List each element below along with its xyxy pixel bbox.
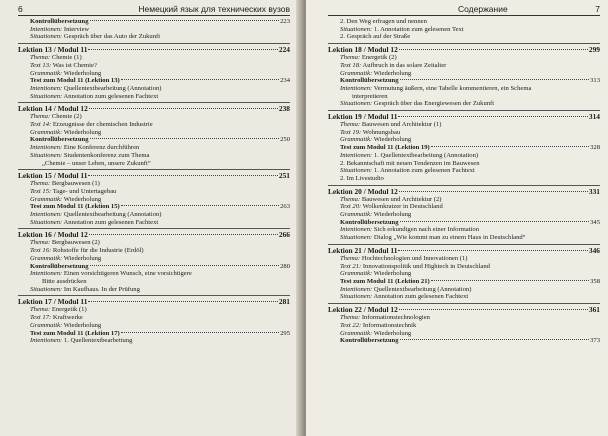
- right-header-title: Содержание: [458, 4, 508, 14]
- leader-dots: [88, 301, 278, 302]
- page-ref: 250: [280, 136, 290, 144]
- page-ref: 313: [590, 77, 600, 85]
- page-ref: 295: [280, 329, 290, 337]
- leader-dots: [89, 234, 278, 235]
- leader-dots: [399, 49, 588, 50]
- leader-dots: [398, 250, 588, 251]
- entry-label: Situationen:: [30, 285, 63, 293]
- entry-label: Thema:: [30, 306, 51, 314]
- toc-entry: [328, 255, 600, 263]
- entry-label: Thema:: [30, 180, 51, 188]
- toc-entry: [328, 234, 600, 242]
- entry-text: Gespräch über das Energiewesen der Zukunft: [373, 100, 495, 108]
- entry-text: Kraftwerke: [52, 314, 83, 322]
- entry-label: Text 13:: [30, 61, 52, 69]
- toc-entry: [18, 314, 290, 322]
- entry-label: Situationen:: [30, 151, 63, 159]
- entry-label: Intentionen:: [30, 337, 63, 345]
- toc-entry: [18, 255, 290, 263]
- entry-text: Wolkenkratzer in Deutschland: [362, 203, 443, 211]
- toc-entry: [18, 219, 290, 227]
- toc-entry: [18, 188, 290, 196]
- toc-entry: [328, 175, 600, 183]
- leader-dots: [90, 265, 280, 266]
- entry-text: Einen vorsichtigeren Wunsch, eine vorsichtigere: [63, 270, 192, 278]
- entry-label: Intentionen:: [30, 270, 63, 278]
- entry-text: Wiederholung: [63, 254, 102, 262]
- leader-dots: [400, 339, 590, 340]
- entry-text: Tage- und Untertagebau: [52, 187, 117, 195]
- leader-dots: [398, 116, 588, 117]
- entry-text: 1. Quellentextbearbeitung (Annotation): [373, 151, 479, 159]
- toc-lesson-heading: [328, 110, 600, 121]
- entry-label: Text 15:: [30, 187, 52, 195]
- left-toc-entries: [18, 18, 290, 345]
- entry-text: Test zum Modul 11 (Lektion 17): [30, 329, 120, 337]
- toc-entry-with-page: [18, 18, 290, 26]
- toc-entry: [18, 26, 290, 34]
- toc-entry: [328, 167, 600, 175]
- toc-entry: [328, 286, 600, 294]
- entry-text: Rohstoffe für die Industrie (Erdöl): [52, 247, 144, 255]
- entry-text: Test zum Modul 11 (Lektion 13): [30, 77, 120, 85]
- entry-label: Text 14:: [30, 121, 52, 129]
- toc-entry: [18, 121, 290, 129]
- leader-dots: [400, 221, 590, 222]
- toc-entry: [18, 62, 290, 70]
- entry-text: 1. Quellentextbearbeitung: [63, 337, 133, 345]
- toc-lesson-heading: [18, 102, 290, 113]
- toc-entry: [328, 196, 600, 204]
- toc-entry: [328, 121, 600, 129]
- entry-text: Hochtechnologien und Innovationen (1): [361, 254, 468, 262]
- toc-entry: [18, 286, 290, 294]
- leader-dots: [121, 79, 279, 80]
- entry-text: Test zum Modul 11 (Lektion 15): [30, 203, 120, 211]
- leader-dots: [400, 79, 590, 80]
- entry-text: Aufbruch in das solare Zeitalter: [362, 61, 447, 69]
- entry-text: Quellentextbearbeitung (Annotation): [373, 285, 472, 293]
- entry-label: Intentionen:: [30, 84, 63, 92]
- lesson-title: Lektion 15 / Modul 11: [18, 171, 88, 181]
- entry-text: Wiederholung: [63, 195, 102, 203]
- toc-entry: [328, 62, 600, 70]
- page-ref: 263: [280, 203, 290, 211]
- lesson-title: Lektion 20 / Modul 12: [328, 186, 398, 196]
- page-ref: 331: [588, 186, 600, 196]
- leader-dots: [121, 332, 279, 333]
- entry-text: Test zum Modul 11 (Lektion 21): [340, 277, 430, 285]
- right-page-number: 7: [595, 4, 600, 14]
- entry-label: Grammatik:: [30, 195, 63, 203]
- entry-text: Wiederholung: [63, 321, 102, 329]
- toc-lesson-heading: [18, 295, 290, 306]
- entry-text: Quellentextbearbeitung (Annotation): [63, 211, 162, 219]
- entry-text: Kontrollübersetzung: [30, 136, 89, 144]
- entry-text: interpretieren: [352, 92, 388, 100]
- toc-entry: [18, 33, 290, 41]
- toc-entry: [18, 322, 290, 330]
- entry-text: Sich erkundigen nach einer Information: [373, 226, 479, 234]
- toc-entry: [328, 100, 600, 108]
- toc-entry: [328, 226, 600, 234]
- toc-lesson-heading: [18, 228, 290, 239]
- toc-entry-with-page: [18, 136, 290, 144]
- toc-entry: [18, 54, 290, 62]
- toc-entry: [328, 314, 600, 322]
- entry-label: Grammatik:: [30, 69, 63, 77]
- page-ref: 280: [280, 262, 290, 270]
- toc-entry: [18, 85, 290, 93]
- toc-entry: [328, 270, 600, 278]
- page-ref: 346: [588, 245, 600, 255]
- page-ref: 328: [590, 144, 600, 152]
- entry-label: Situationen:: [340, 100, 373, 108]
- leader-dots: [89, 108, 278, 109]
- toc-entry: [328, 85, 600, 93]
- entry-text: 2. Im Livestudio: [340, 174, 384, 182]
- leader-dots: [431, 146, 589, 147]
- lesson-title: Lektion 17 / Modul 11: [18, 297, 88, 307]
- entry-text: Wiederholung: [373, 270, 412, 278]
- toc-entry: [18, 152, 290, 160]
- toc-entry: [18, 144, 290, 152]
- entry-label: Grammatik:: [340, 211, 373, 219]
- entry-label: Intentionen:: [340, 285, 373, 293]
- entry-label: Situationen:: [30, 218, 63, 226]
- toc-entry-with-page: [18, 263, 290, 271]
- entry-text: Wiederholung: [373, 211, 412, 219]
- entry-label: Thema:: [340, 314, 361, 322]
- toc-entry-with-page: [328, 278, 600, 286]
- toc-entry-with-page: [328, 219, 600, 227]
- entry-label: Situationen:: [340, 293, 373, 301]
- lesson-title: Lektion 16 / Modul 12: [18, 230, 88, 240]
- toc-entry: [328, 33, 600, 41]
- toc-entry: [328, 152, 600, 160]
- entry-label: Text 22:: [340, 321, 362, 329]
- entry-text: 2. Den Weg erfragen und nennen: [340, 18, 427, 25]
- toc-entry: [18, 211, 290, 219]
- toc-entry: [18, 247, 290, 255]
- left-page: [0, 0, 302, 436]
- entry-label: Grammatik:: [340, 270, 373, 278]
- entry-text: Innovationspolitik und Hightech in Deutschland: [362, 262, 490, 270]
- entry-text: Wiederholung: [373, 136, 412, 144]
- entry-text: Im Kaufhaus. In der Prüfung: [63, 285, 140, 293]
- leader-dots: [88, 175, 278, 176]
- entry-text: Eine Konferenz durchführen: [63, 144, 140, 152]
- entry-text: Wiederholung: [373, 329, 412, 337]
- toc-entry-with-page: [18, 330, 290, 338]
- entry-text: Annotation zum gelesenen Fachtext: [373, 293, 469, 301]
- entry-text: „Chemie – unser Leben, unsere Zukunft“: [42, 159, 151, 167]
- leader-dots: [90, 138, 280, 139]
- entry-label: Situationen:: [340, 25, 373, 33]
- toc-entry: [18, 180, 290, 188]
- entry-text: Gespräch über das Auto der Zukunft: [63, 33, 161, 41]
- right-page: [306, 0, 608, 436]
- left-page-number: 6: [18, 4, 23, 14]
- entry-label: Intentionen:: [340, 151, 373, 159]
- left-page-header: [18, 4, 290, 16]
- toc-entry: [18, 306, 290, 314]
- leader-dots: [121, 205, 279, 206]
- right-page-header: [328, 4, 600, 16]
- entry-text: Annotation zum gelesenen Fachtext: [63, 92, 159, 100]
- entry-text: Informationstechnik: [362, 321, 417, 329]
- toc-entry: [18, 160, 290, 168]
- page-ref: 345: [590, 218, 600, 226]
- toc-entry: [18, 239, 290, 247]
- entry-label: Intentionen:: [30, 211, 63, 219]
- page-ref: 251: [278, 171, 290, 181]
- entry-text: Erzeugnisse der chemischen Industrie: [52, 121, 153, 129]
- leader-dots: [90, 20, 280, 21]
- entry-text: Wiederholung: [63, 69, 102, 77]
- entry-text: 1. Annotation zum gelesenen Fachtext: [373, 167, 475, 175]
- entry-text: Kontrollübersetzung: [340, 77, 399, 85]
- page-ref: 299: [588, 45, 600, 55]
- toc-lesson-heading: [18, 43, 290, 54]
- entry-label: Text 17:: [30, 314, 52, 322]
- leader-dots: [399, 309, 588, 310]
- entry-label: Grammatik:: [340, 329, 373, 337]
- entry-label: Grammatik:: [30, 321, 63, 329]
- toc-entry: [18, 196, 290, 204]
- entry-label: Thema:: [340, 121, 361, 129]
- entry-text: Chemie (2): [51, 113, 82, 121]
- entry-text: Was ist Chemie?: [52, 61, 97, 69]
- entry-text: Test zum Modul 11 (Lektion 19): [340, 144, 430, 152]
- entry-label: Situationen:: [30, 33, 63, 41]
- toc-entry: [18, 270, 290, 278]
- left-header-title: Немецкий язык для технических вузов: [138, 4, 290, 14]
- lesson-title: Lektion 19 / Modul 11: [328, 112, 398, 122]
- entry-text: Chemie (1): [51, 54, 82, 62]
- page-ref: 361: [588, 305, 600, 315]
- toc-entry: [328, 129, 600, 137]
- toc-lesson-heading: [328, 303, 600, 314]
- entry-label: Grammatik:: [30, 128, 63, 136]
- lesson-title: Lektion 21 / Modul 11: [328, 245, 398, 255]
- entry-text: Wohnungsbau: [362, 128, 401, 136]
- toc-entry: [328, 293, 600, 301]
- entry-text: Bergbauwesen (2): [51, 239, 100, 247]
- page-ref: 223: [280, 18, 290, 25]
- entry-label: Intentionen:: [30, 25, 63, 33]
- entry-label: Intentionen:: [340, 226, 373, 234]
- entry-text: Informationstechnologien: [361, 314, 430, 322]
- page-ref: 314: [588, 112, 600, 122]
- entry-text: Kontrollübersetzung: [340, 337, 399, 345]
- page-ref: 238: [278, 104, 290, 114]
- entry-text: Quellentextbearbeitung (Annotation): [63, 84, 162, 92]
- toc-lesson-heading: [328, 244, 600, 255]
- page-ref: 234: [280, 77, 290, 85]
- toc-entry: [328, 70, 600, 78]
- entry-label: Thema:: [30, 54, 51, 62]
- entry-text: Kontrollübersetzung: [340, 218, 399, 226]
- entry-text: Dialog „Wie kommt man zu einem Haus in Deutschland“: [373, 234, 526, 242]
- page-ref: 358: [590, 277, 600, 285]
- entry-label: Grammatik:: [340, 69, 373, 77]
- lesson-title: Lektion 13 / Modul 11: [18, 45, 88, 55]
- entry-label: Thema:: [30, 113, 51, 121]
- entry-text: Bergbauwesen (1): [51, 180, 100, 188]
- page-ref: 281: [278, 297, 290, 307]
- entry-label: Intentionen:: [30, 144, 63, 152]
- entry-label: Text 19:: [340, 128, 362, 136]
- lesson-title: Lektion 14 / Modul 12: [18, 104, 88, 114]
- entry-text: Annotation zum gelesenen Fachtext: [63, 218, 159, 226]
- entry-text: Bauwesen und Architektur (2): [361, 195, 442, 203]
- toc-entry-with-page: [328, 77, 600, 85]
- toc-entry: [328, 211, 600, 219]
- toc-entry: [328, 322, 600, 330]
- entry-text: 1. Annotation zum gelesenen Text: [373, 25, 464, 33]
- entry-label: Text 18:: [340, 61, 362, 69]
- entry-text: Energetik (2): [361, 54, 397, 62]
- leader-dots: [88, 49, 278, 50]
- toc-entry-with-page: [328, 144, 600, 152]
- entry-label: Grammatik:: [340, 136, 373, 144]
- toc-entry: [328, 263, 600, 271]
- entry-label: Text 20:: [340, 203, 362, 211]
- page-ref: 266: [278, 230, 290, 240]
- toc-entry: [328, 26, 600, 34]
- entry-text: Wiederholung: [63, 128, 102, 136]
- entry-text: Studentenkonferenz zum Thema: [63, 151, 150, 159]
- toc-entry: [328, 203, 600, 211]
- toc-entry: [328, 93, 600, 101]
- entry-label: Thema:: [30, 239, 51, 247]
- entry-text: Kontrollübersetzung: [30, 262, 89, 270]
- entry-text: Energetik (1): [51, 306, 87, 314]
- toc-entry: [18, 337, 290, 345]
- lesson-title: Lektion 18 / Modul 12: [328, 45, 398, 55]
- toc-entry: [18, 113, 290, 121]
- toc-entry: [328, 160, 600, 168]
- entry-label: Text 21:: [340, 262, 362, 270]
- entry-label: Thema:: [340, 54, 361, 62]
- toc-entry-with-page: [18, 203, 290, 211]
- toc-entry: [328, 136, 600, 144]
- toc-lesson-heading: [328, 43, 600, 54]
- page-ref: 224: [278, 45, 290, 55]
- entry-label: Thema:: [340, 195, 361, 203]
- toc-entry: [18, 93, 290, 101]
- entry-label: Grammatik:: [30, 254, 63, 262]
- entry-text: Wiederholung: [373, 69, 412, 77]
- entry-label: Text 16:: [30, 247, 52, 255]
- toc-entry: [18, 129, 290, 137]
- entry-text: Kontrollübersetzung: [30, 18, 89, 25]
- leader-dots: [399, 191, 588, 192]
- entry-text: Interview: [63, 25, 90, 33]
- entry-label: Situationen:: [340, 167, 373, 175]
- toc-entry: [328, 54, 600, 62]
- entry-text: 2. Gespräch auf der Straße: [340, 33, 411, 41]
- right-toc-entries: [328, 18, 600, 345]
- entry-text: 2. Bekanntschaft mit neuen Tendenzen im Bauwesen: [340, 159, 480, 167]
- lesson-title: Lektion 22 / Modul 12: [328, 305, 398, 315]
- toc-entry: [18, 70, 290, 78]
- toc-entry: [328, 330, 600, 338]
- toc-lesson-heading: [328, 185, 600, 196]
- entry-label: Thema:: [340, 254, 361, 262]
- toc-lesson-heading: [18, 169, 290, 180]
- entry-label: Situationen:: [30, 92, 63, 100]
- entry-text: Bauwesen und Architektur (1): [361, 121, 442, 129]
- toc-entry-with-page: [18, 77, 290, 85]
- page-ref: 373: [590, 337, 600, 345]
- leader-dots: [431, 280, 589, 281]
- toc-entry: [18, 278, 290, 286]
- entry-label: Intentionen:: [340, 84, 373, 92]
- entry-text: Vermutung äußern, eine Tabelle kommentieren, ein Schema: [373, 84, 532, 92]
- toc-entry: [328, 18, 600, 26]
- entry-label: Situationen:: [340, 234, 373, 242]
- toc-entry-with-page: [328, 337, 600, 345]
- entry-text: Bitte ausdrücken: [42, 277, 87, 285]
